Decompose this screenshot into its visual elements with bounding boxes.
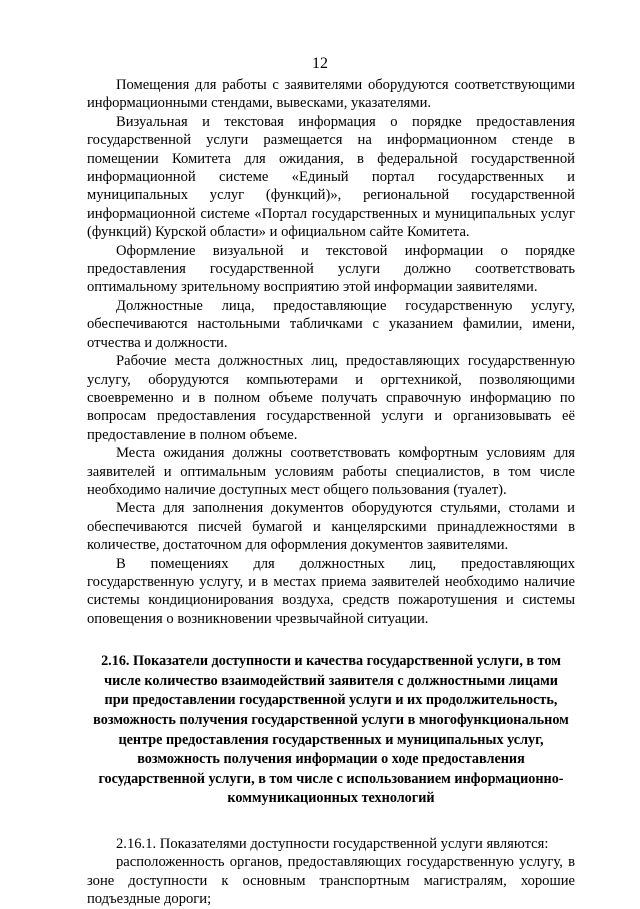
paragraph-workplaces: Рабочие места должностных лиц, предоставляющих государственную услугу, оборудуются компьютерами и оргтехникой, позволяющими своевременно и в полном объеме получать справочную информацию по вопросам предоставления государственной услуги и организовывать её предоставление в полном объеме. xyxy=(87,353,575,443)
paragraph-information-design: Оформление визуальной и текстовой информации о порядке предоставления государственной услуги должно соответствовать оптимальному зрительному восприятию этой информации заявителями. xyxy=(87,242,575,296)
section-heading-2-16: 2.16. Показатели доступности и качества государственной услуги, в том числе количество взаимодействий заявителя с должностными лицами при предоставлении государственной услуги и их продолжительность, возможность получения государственной услуги в многофункциональном центре предоставления государственных и муниципальных услуг, возможность получения информации о ходе предоставления государственной услуги, в том числе с использованием информационно-коммуникационных технологий xyxy=(93,653,569,807)
page-number: 12 xyxy=(312,55,328,72)
paragraph-premises-equipment: Помещения для работы с заявителями оборудуются соответствующими информационными стендами, вывесками, указателями. xyxy=(87,77,575,112)
paragraph-visual-information: Визуальная и текстовая информация о порядке предоставления государственной услуги размещается на информационном стенде в помещении Комитета для ожидания, в федеральной государственной информационной системе «Единый портал государственных и муниципальных услуг (функций)», региональной государственной информационной системе «Портал государственных и муниципальных услуг (функций) Курской области» и официальном сайте Комитета. xyxy=(87,113,575,241)
paragraph-air-conditioning: В помещениях для должностных лиц, предоставляющих государственную услугу, и в местах приема заявителей необходимо наличие системы кондиционирования воздуха, средств пожаротушения и системы оповещения о возникновении чрезвычайной ситуации. xyxy=(87,555,575,627)
paragraph-document-filling-areas: Места для заполнения документов оборудуются стульями, столами и обеспечиваются писчей бумагой и канцелярскими принадлежностями в количестве, достаточном для оформления документов заявителями. xyxy=(87,500,575,554)
paragraph-transport-accessibility: расположенность органов, предоставляющих государственную услугу, в зоне доступности к основным транспортным магистралям, хорошие подъездные дороги; xyxy=(87,854,575,908)
paragraph-waiting-areas: Места ожидания должны соответствовать комфортным условиям для заявителей и оптимальным условиям работы специалистов, в том числе необходимо наличие доступных мест общего пользования (туалет). xyxy=(87,445,575,498)
paragraph-desk-nameplates: Должностные лица, предоставляющие государственную услугу, обеспечиваются настольными табличками с указанием фамилии, имени, отчества и должности. xyxy=(87,297,575,351)
document-body xyxy=(87,76,575,909)
paragraph-2-16-1: 2.16.1. Показателями доступности государственной услуги являются: xyxy=(116,835,549,852)
